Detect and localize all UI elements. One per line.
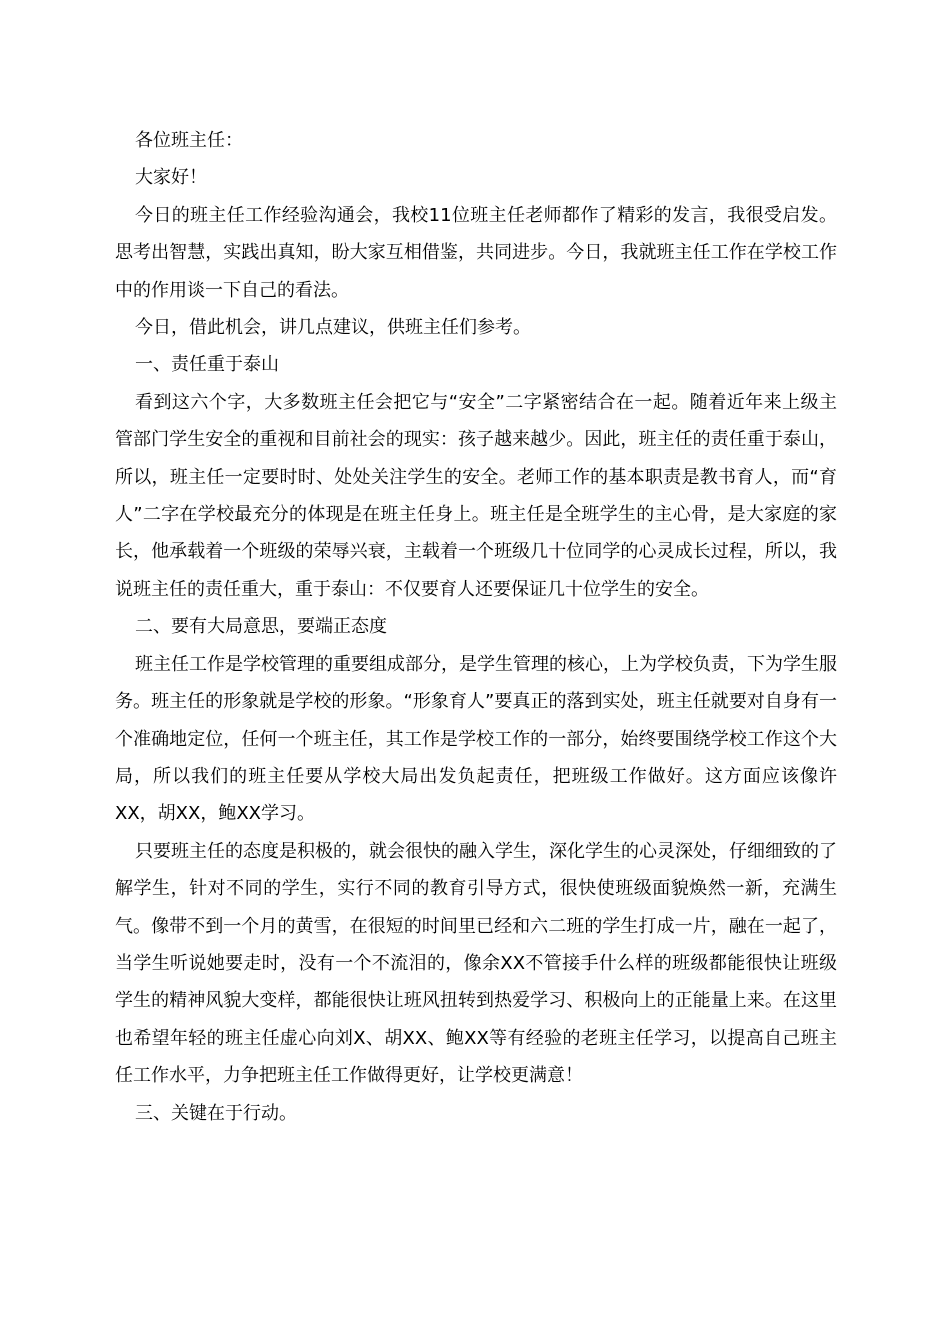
section-3-heading: 三、关键在于行动。 — [135, 1102, 297, 1124]
intro-paragraph: 今日的班主任工作经验沟通会，我校11位班主任老师都作了精彩的发言，我很受启发。思考出智慧，实践出真知，盼大家互相借鉴，共同进步。今日，我就班主任工作在学校工作中的作用谈一下自己的看法。 — [115, 204, 837, 301]
section-2-body-2: 只要班主任的态度是积极的，就会很快的融入学生，深化学生的心灵深处，仔细细致的了解学生，针对不同的学生，实行不同的教育引导方式，很快使班级面貌焕然一新，充满生气。像带不到一个月的黄雪，在很短的时间里已经和六二班的学生打成一片，融在一起了，当学生听说她要走时，没有一个不流泪的，像余XX不管接手什么样的班级都能很快让班级学生的精神风貌大变样，都能很快让班风扭转到热爱学习、积极向上的正能量上来。在这里也希望年轻的班主任虚心向刘X、胡XX、鲍XX等有经验的老班主任学习，以提高自己班主任工作水平，力争把班主任工作做得更好，让学校更满意！ — [115, 840, 837, 1087]
section-1-body: 看到这六个字，大多数班主任会把它与“安全”二字紧密结合在一起。随着近年来上级主管部门学生安全的重视和目前社会的现实：孩子越来越少。因此，班主任的责任重于泰山，所以，班主任一定要时时、处处关注学生的安全。老师工作的基本职责是教书育人，而“育人”二字在学校最充分的体现是在班主任身上。班主任是全班学生的主心骨，是大家庭的家长，他承载着一个班级的荣辱兴衰，主载着一个班级几十位同学的心灵成长过程，所以，我说班主任的责任重大，重于泰山：不仅要育人还要保证几十位学生的安全。 — [115, 391, 837, 600]
salutation: 各位班主任： — [135, 130, 243, 151]
suggestions-paragraph: 今日，借此机会，讲几点建议，供班主任们参考。 — [135, 317, 531, 339]
section-2-body-1: 班主任工作是学校管理的重要组成部分，是学生管理的核心，上为学校负责，下为学生服务。班主任的形象就是学校的形象。“形象育人”要真正的落到实处，班主任就要对自身有一个准确地定位，任何一个班主任，其工作是学校工作的一部分，始终要围绕学校工作这个大局，所以我们的班主任要从学校大局出发负起责任，把班级工作做好。这方面应该像许XX，胡XX，鲍XX学习。 — [115, 653, 837, 825]
section-2-heading: 二、要有大局意思，要端正态度 — [135, 616, 387, 638]
section-1-heading: 一、责任重于泰山 — [135, 354, 279, 376]
greeting: 大家好！ — [135, 167, 207, 189]
document-page — [115, 122, 837, 1132]
